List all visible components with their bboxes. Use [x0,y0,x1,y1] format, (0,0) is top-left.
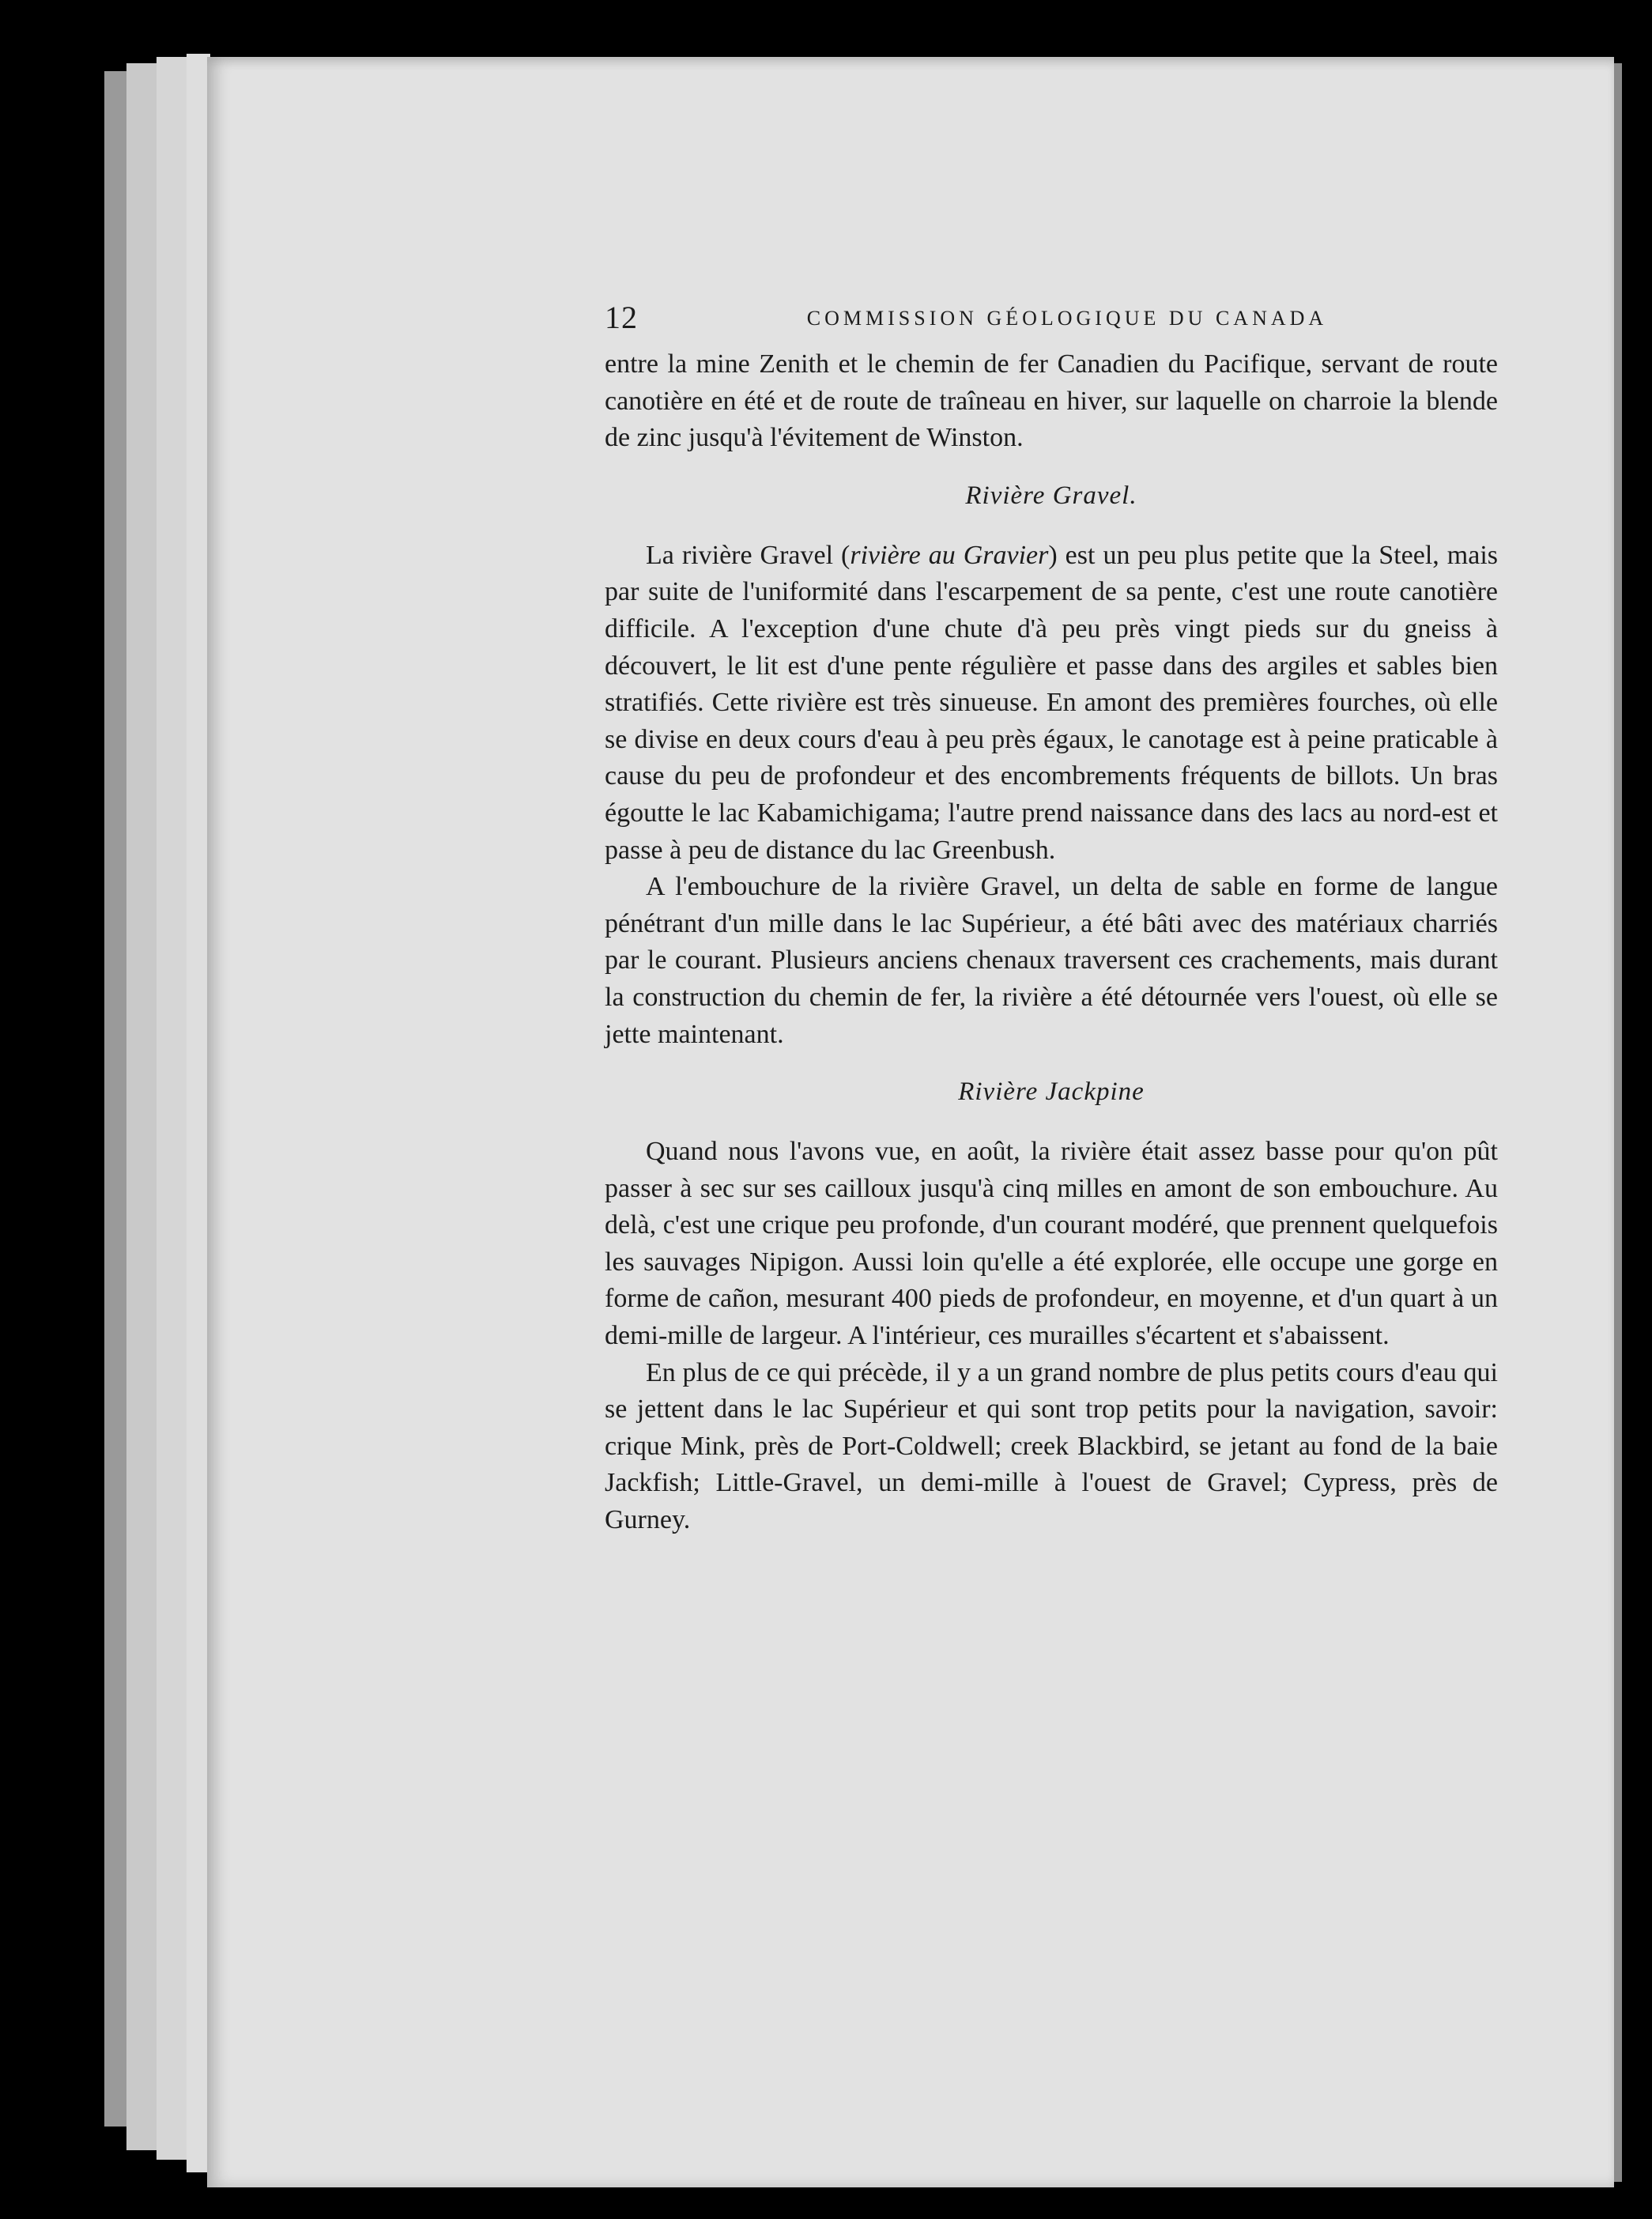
paragraph-gravel-2: A l'embouchure de la rivière Gravel, un delta de sable en forme de langue pénétrant d'un mille dans le lac Supérieur, a été bâti avec des matériaux charriés par le courant. Plusieurs anciens chenaux traversent ces crachements, mais durant la construction du chemin de fer, la rivière a été détournée vers l'ouest, où elle se jette maintenant. [605,872,1498,1049]
section-heading-gravel: Rivière Gravel. [965,481,1137,510]
page-content [605,299,1498,1539]
paragraph-text: La rivière Gravel ( [646,540,851,570]
paragraph-italic-text: rivière au Gravier [850,540,1049,570]
running-title: COMMISSION GÉOLOGIQUE DU CANADA [806,307,1328,330]
paragraph-gravel-1 [605,538,1498,869]
paragraph-jackpine-1: Quand nous l'avons vue, en août, la rivière était assez basse pour qu'on pût passer à sec sur ses cailloux jusqu'à cinq milles en amont de son embouchure. Au delà, c'est une crique peu profonde, d'un courant modéré, que prennent quelquefois les sauvages Nipigon. Aussi loin qu'elle a été explorée, elle occupe une gorge en forme de cañon, mesurant 400 pieds de profondeur, en moyenne, et d'un quart à un demi-mille de largeur. A l'intérieur, ces murailles s'écartent et s'abaissent. [605,1137,1498,1351]
section-heading-jackpine: Rivière Jackpine [958,1077,1145,1107]
page-number: 12 [605,300,638,335]
paragraph-text: ) est un peu plus petite que la Steel, mais par suite de l'uniformité dans l'escarpement de sa pente, c'est une route canotière difficile. A l'exception d'une chute d'à peu près vingt pieds sur du gneiss à découvert, le lit est d'une pente régulière et passe dans des argiles et sables bien stratifiés. Cette rivière est très sinueuse. En amont des premières fourches, où elle se divise en deux cours d'eau à peu près égaux, le canotage est à peine praticable à cause du peu de profondeur et des encombrements fréquents de billots. Un bras égoutte le lac Kabamichigama; l'autre prend naissance dans des lacs au nord-est et passe à peu de distance du lac Greenbush. [605,540,1498,865]
page-edge [157,57,188,2160]
intro-paragraph: entre la mine Zenith et le chemin de fer Canadien du Pacifique, servant de route canotière en été et de route de traîneau en hiver, sur laquelle on charroie la blende de zinc jusqu'à l'évitement de Winston. [605,349,1498,453]
page-edge [126,63,158,2150]
paragraph-jackpine-2: En plus de ce qui précède, il y a un grand nombre de plus petits cours d'eau qui se jettent dans le lac Supérieur et qui sont trop petits pour la navigation, savoir: crique Mink, près de Port-Coldwell; creek Blackbird, se jetant au fond de la baie Jackfish; Little-Gravel, un demi-mille à l'ouest de Gravel; Cypress, près de Gurney. [605,1357,1498,1535]
page-header [605,299,1498,338]
page-edge-right [1614,63,1622,2182]
page-edge [104,71,128,2127]
